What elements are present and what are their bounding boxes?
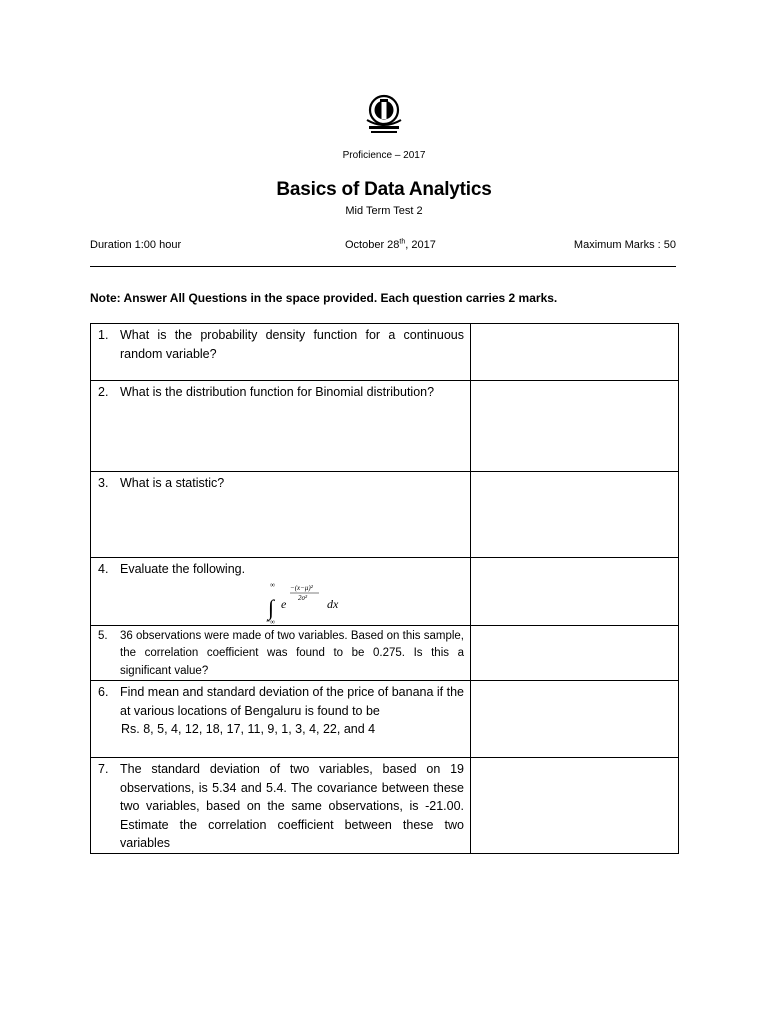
- institute-logo: [361, 92, 407, 138]
- question-row: 3. What is a statistic?: [91, 472, 679, 558]
- price-list: Rs. 8, 5, 4, 12, 18, 17, 11, 9, 1, 3, 4, 22, and 4: [121, 722, 376, 736]
- question-text: The standard deviation of two variables, based on 19 observations, is 5.34 and 5.4. The covariance between these two variables, based on the same observations, is -21.00. Estimate the correlation coefficient between these two variables: [120, 762, 464, 850]
- answer-space[interactable]: [471, 324, 679, 381]
- question-text: What is a statistic?: [120, 476, 225, 490]
- question-text: Evaluate the following. ∞ ∫ −∞ e −(x−μ)² 2σ² dx: [120, 560, 464, 625]
- integral-formula: [260, 581, 370, 625]
- svg-text:∫: ∫: [268, 594, 275, 620]
- question-row: 7. The standard deviation of two variables, based on 19 observations, is 5.34 and 5.4. The covariance between these two variables, based on the same observations, is -21.00. Estimate the correlation coefficient between these two variables: [91, 758, 679, 854]
- svg-text:dx: dx: [327, 596, 339, 611]
- question-row: 5. 36 observations were made of two variables. Based on this sample, the correlation coefficient was found to be 0.275. Is this a significant value?: [91, 625, 679, 681]
- question-row: 1. What is the probability density function for a continuous random variable?: [91, 324, 679, 381]
- svg-text:e: e: [281, 596, 287, 611]
- answer-space[interactable]: [471, 381, 679, 472]
- question-table: [90, 323, 679, 854]
- question-text: What is the probability density function for a continuous random variable?: [120, 328, 464, 361]
- instructions-note: Note: Answer All Questions in the space provided. Each question carries 2 marks.: [90, 291, 558, 305]
- exam-date: October 28th, 2017: [345, 238, 436, 251]
- question-text: 36 observations were made of two variables. Based on this sample, the correlation coefficient was found to be 0.275. Is this a significant value?: [120, 629, 464, 677]
- header-divider: [90, 266, 676, 267]
- answer-space[interactable]: [471, 558, 679, 626]
- programme-line: Proficience – 2017: [342, 150, 426, 161]
- duration: Duration 1:00 hour: [90, 239, 182, 251]
- svg-text:−∞: −∞: [266, 617, 275, 625]
- test-subtitle: Mid Term Test 2: [345, 205, 423, 217]
- question-row: 4. Evaluate the following. ∞ ∫ −∞ e −(x−μ)² 2σ² dx: [91, 558, 679, 626]
- answer-space[interactable]: [471, 472, 679, 558]
- question-text: What is the distribution function for Binomial distribution?: [120, 385, 435, 399]
- maximum-marks: Maximum Marks : 50: [573, 239, 676, 251]
- svg-text:2σ²: 2σ²: [298, 593, 308, 602]
- question-text: Find mean and standard deviation of the price of banana if the at various locations of Bengaluru is found to be Rs. 8, 5, 4, 12, 18, 17, 11, 9, 1, 3, 4, 22, and 4: [120, 683, 464, 739]
- question-row: 6. Find mean and standard deviation of the price of banana if the at various locations of Bengaluru is found to be Rs. 8, 5, 4, 12, 18, 17, 11, 9, 1, 3, 4, 22, and 4: [91, 681, 679, 758]
- svg-text:∞: ∞: [270, 580, 275, 589]
- answer-space[interactable]: [471, 625, 679, 681]
- answer-space[interactable]: [471, 758, 679, 854]
- svg-text:−(x−μ)²: −(x−μ)²: [290, 583, 313, 592]
- page-title: Basics of Data Analytics: [276, 179, 492, 200]
- answer-space[interactable]: [471, 681, 679, 758]
- question-row: 2. What is the distribution function for Binomial distribution?: [91, 381, 679, 472]
